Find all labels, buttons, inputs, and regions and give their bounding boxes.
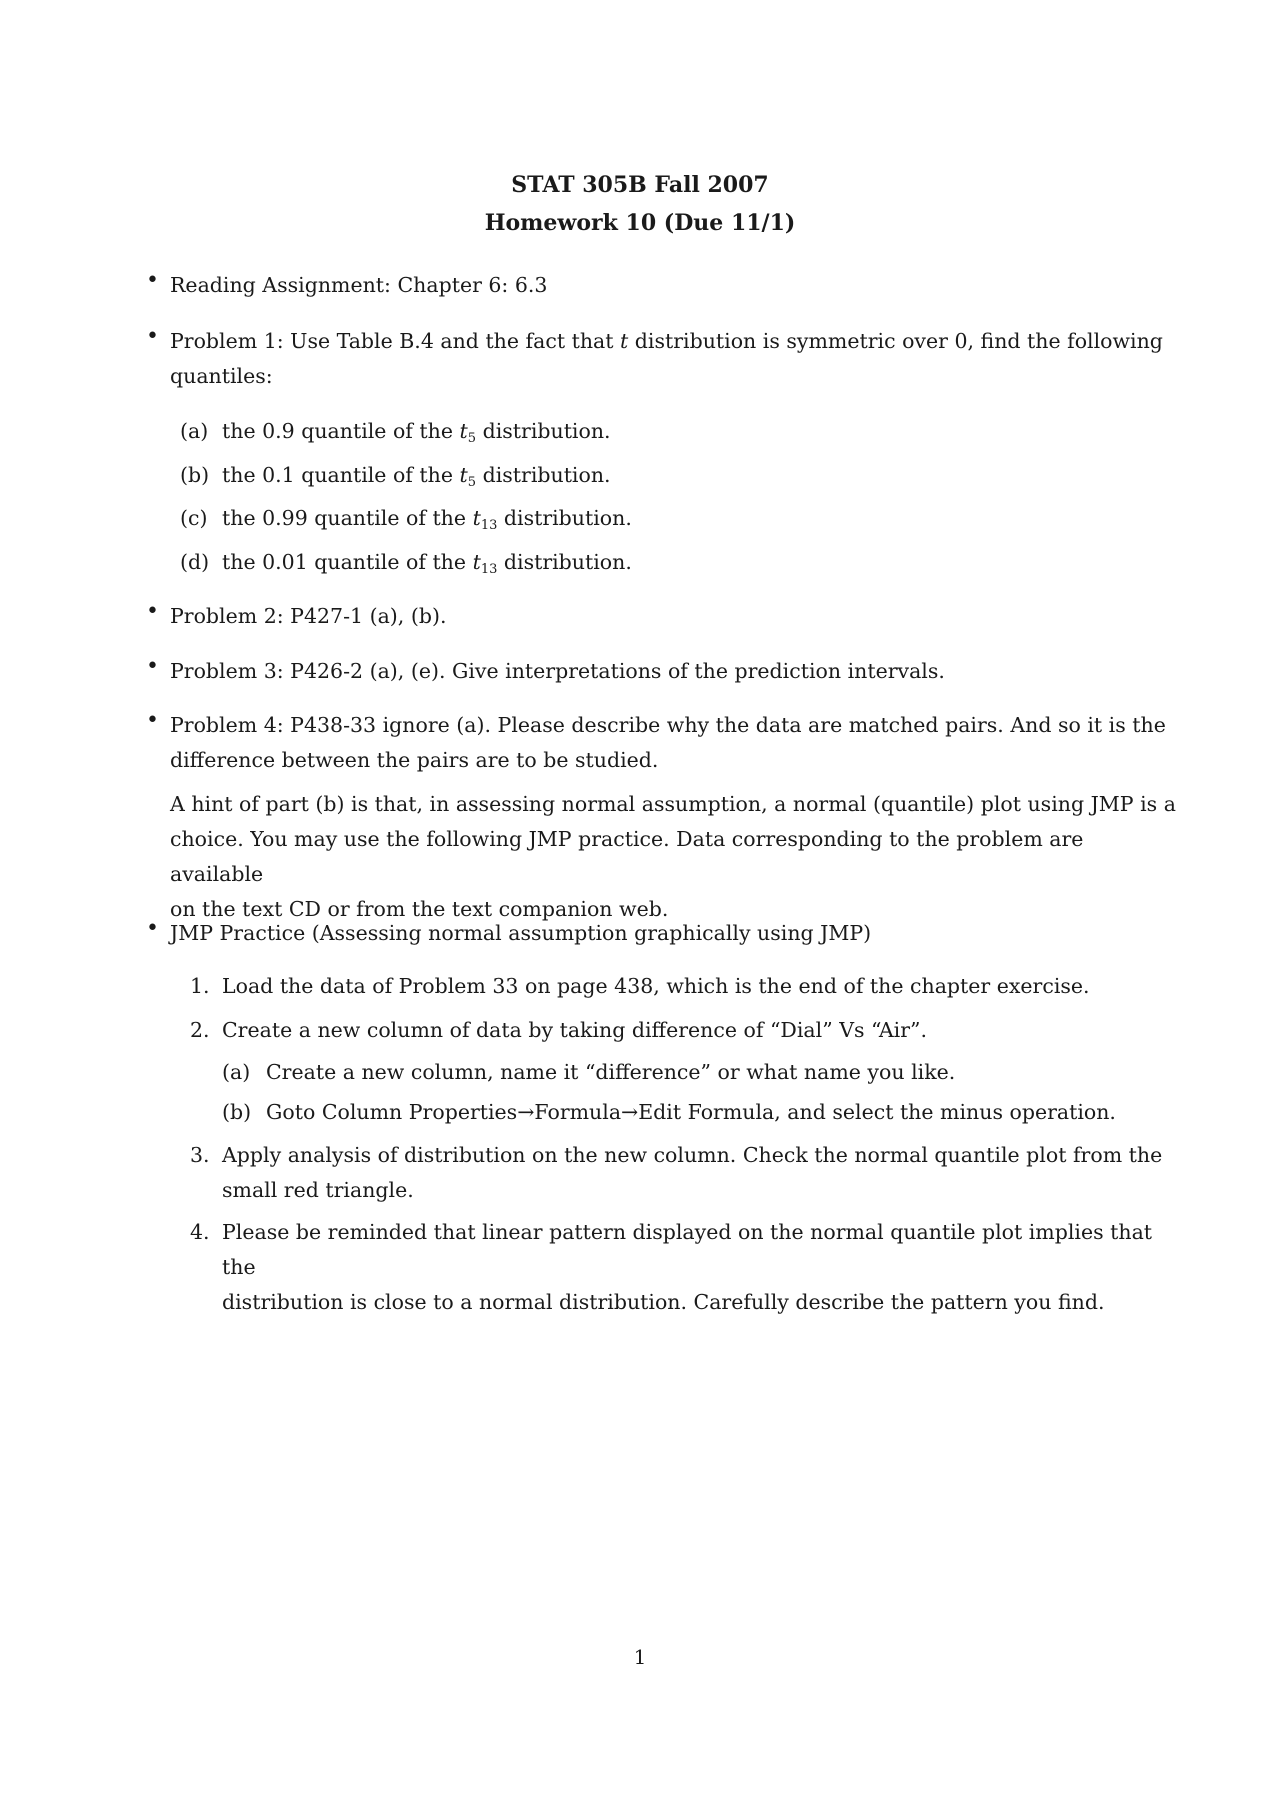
problem-1-suffix: distribution is symmetric over 0, find the following	[634, 329, 1163, 353]
problem-1-item-a: (a) the 0.9 quantile of the $t_5$ distribution.	[180, 419, 611, 446]
problem-1-item-c: (c) the 0.99 quantile of the $t_{13}$ distribution.	[180, 506, 632, 533]
problem-3: Problem 3: P426-2 (a), (e). Give interpretations of the prediction intervals.	[170, 659, 945, 683]
problem-4-line1: Problem 4: P438-33 ignore (a). Please describe why the data are matched pairs. And so it is the	[170, 713, 1166, 737]
bullet-icon: •	[146, 324, 159, 349]
bullet-icon: •	[146, 708, 159, 733]
problem-4-hint	[170, 787, 1180, 927]
course-title: STAT 305B Fall 2007	[511, 172, 769, 198]
jmp-step-3: Apply analysis of distribution on the new column. Check the normal quantile plot from the small red triangle.	[222, 1143, 1163, 1202]
problem-4-hint-line2: choice. You may use the following JMP practice. Data corresponding to the problem are available	[170, 827, 1084, 886]
problem-4-hint-line1: A hint of part (b) is that, in assessing normal assumption, a normal (quantile) plot using JMP is a	[170, 792, 1176, 816]
problem-4-hint-line3: on the text CD or from the text companion web.	[170, 897, 669, 921]
bullet-icon: •	[146, 654, 159, 679]
page-number: 1	[633, 1645, 647, 1669]
bullet-icon: •	[146, 916, 159, 941]
jmp-substep-b: (b) Goto Column Properties→Formula→Edit Formula, and select the minus operation.	[222, 1100, 1116, 1124]
reading-assignment: Reading Assignment: Chapter 6: 6.3	[170, 273, 548, 297]
problem-2: Problem 2: P427-1 (a), (b).	[170, 604, 447, 628]
jmp-step-label: 1.	[190, 974, 210, 998]
problem-1-item-d: (d) the 0.01 quantile of the $t_{13}$ distribution.	[180, 550, 632, 577]
bullet-icon: •	[146, 599, 159, 624]
problem-1-var: t	[620, 329, 629, 353]
problem-1-prefix: Problem 1: Use Table B.4 and the fact that	[170, 329, 614, 353]
jmp-step-1: Load the data of Problem 33 on page 438, which is the end of the chapter exercise.	[222, 974, 1090, 998]
problem-4-line2: difference between the pairs are to be studied.	[170, 748, 659, 772]
jmp-step-label: 4.	[190, 1220, 210, 1244]
jmp-heading: JMP Practice (Assessing normal assumption graphically using JMP)	[170, 921, 872, 945]
problem-1	[170, 324, 1180, 394]
problem-1-line2: quantiles:	[170, 364, 273, 388]
problem-4	[170, 708, 1180, 778]
jmp-substep-a: (a) Create a new column, name it “difference” or what name you like.	[222, 1060, 956, 1084]
jmp-step-label: 2.	[190, 1018, 210, 1042]
jmp-step-2: Create a new column of data by taking difference of “Dial” Vs “Air”.	[222, 1018, 928, 1042]
problem-1-item-b: (b) the 0.1 quantile of the $t_5$ distribution.	[180, 463, 611, 490]
jmp-step-label: 3.	[190, 1143, 210, 1167]
jmp-step-4: Please be reminded that linear pattern displayed on the normal quantile plot implies that the distribution is close to a normal distribution. Carefully describe the pattern you find.	[222, 1220, 1153, 1314]
homework-title: Homework 10 (Due 11/1)	[484, 210, 796, 236]
bullet-icon: •	[146, 268, 159, 293]
